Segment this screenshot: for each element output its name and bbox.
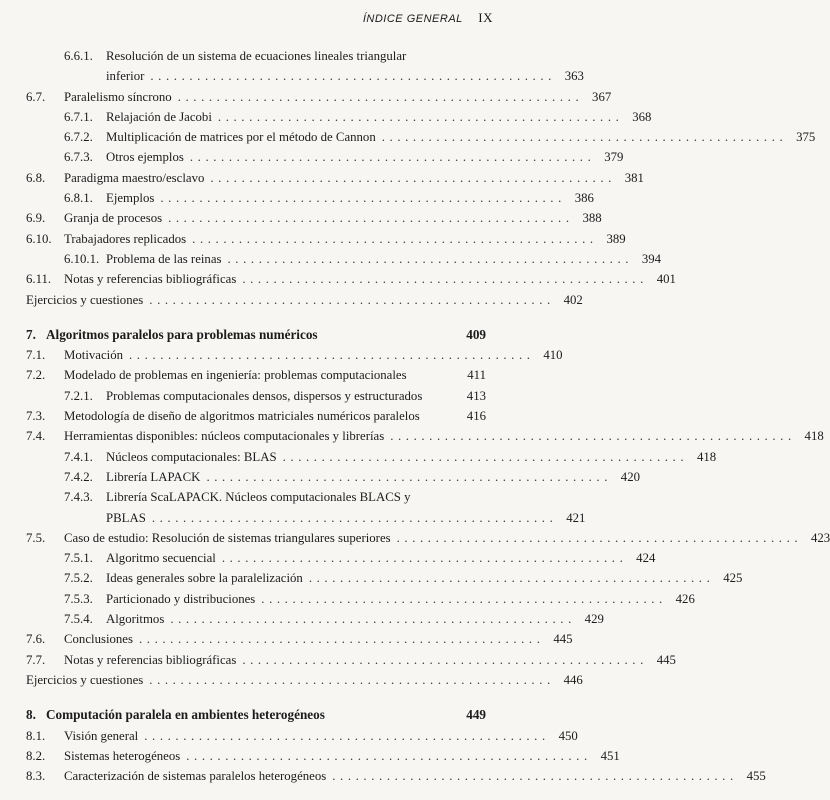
toc-number: 6.8.: [26, 170, 46, 185]
toc-text: Notas y referencias bibliográficas: [64, 272, 237, 287]
toc-text: Problemas computacionales densos, dispersos y estructurados: [106, 388, 423, 403]
dot-leader: ....................................................: [138, 632, 545, 647]
toc-text: PBLAS: [106, 510, 146, 525]
toc-page: 416: [466, 409, 486, 424]
toc-page: 418: [696, 449, 717, 464]
toc-entry[interactable]: [26, 147, 624, 167]
toc-text: Granja de procesos: [64, 211, 163, 226]
toc-entry[interactable]: [26, 345, 563, 365]
toc-entry[interactable]: [26, 229, 626, 249]
toc-number: 7.1.: [26, 348, 46, 363]
toc-text: Herramientas disponibles: núcleos computacionales y librerías: [64, 429, 385, 444]
toc-entry[interactable]: [26, 168, 644, 188]
toc-text: Multiplicación de matrices por el método de Cannon: [106, 130, 376, 145]
toc-entry[interactable]: [26, 746, 620, 766]
toc-page: 402: [563, 292, 583, 307]
toc-page: 424: [636, 551, 656, 566]
toc-page: 401: [656, 272, 676, 287]
toc-text-line: [106, 66, 584, 86]
toc-text: Conclusiones: [64, 632, 133, 647]
toc-number: 6.11.: [26, 272, 52, 287]
toc-text: Caracterización de sistemas paralelos heterogéneos: [64, 769, 327, 784]
toc-text-line: Librería ScaLAPACK. Núcleos computacionales BLACS y: [106, 490, 411, 505]
dot-leader: ....................................................: [381, 130, 788, 145]
toc-number: 7.5.: [26, 530, 46, 545]
dot-leader: ....................................................: [168, 211, 574, 226]
dot-leader: ....................................................: [189, 150, 596, 165]
toc-entry[interactable]: [26, 188, 594, 208]
toc-text: Ideas generales sobre la paralelización: [106, 571, 303, 586]
toc-number: 7.3.: [26, 409, 46, 424]
toc-entry[interactable]: [26, 629, 573, 649]
toc-entry[interactable]: [26, 365, 486, 385]
toc-entry[interactable]: [26, 269, 676, 289]
table-of-contents: [26, 46, 830, 786]
page-number: IX: [478, 10, 493, 25]
toc-page: 445: [553, 632, 573, 647]
toc-number: 6.7.3.: [64, 150, 93, 165]
toc-page: 389: [606, 231, 626, 246]
toc-page: 450: [558, 728, 578, 743]
toc-number: 6.10.: [26, 231, 52, 246]
toc-text: Ejercicios y cuestiones: [26, 292, 144, 307]
toc-page: 445: [656, 652, 676, 667]
toc-text: Visión general: [64, 728, 139, 743]
dot-leader: ....................................................: [217, 109, 624, 124]
toc-entry[interactable]: [26, 290, 583, 310]
toc-number: 6.9.: [26, 211, 46, 226]
toc-number: 7.5.2.: [64, 571, 93, 586]
toc-entry[interactable]: [26, 249, 662, 269]
toc-text: Librería LAPACK: [106, 469, 201, 484]
toc-number: 7.5.4.: [64, 612, 93, 627]
toc-page: 394: [641, 251, 662, 266]
dot-leader: ....................................................: [192, 231, 598, 246]
toc-entry[interactable]: [26, 107, 652, 127]
toc-text: Computación paralela en ambientes heterogéneos: [46, 707, 325, 723]
toc-entry[interactable]: [26, 386, 486, 406]
toc-text: Algoritmos: [106, 612, 165, 627]
toc-text: Particionado y distribuciones: [106, 591, 256, 606]
toc-number: 6.10.1.: [64, 251, 100, 266]
toc-number: 7.7.: [26, 652, 46, 667]
toc-page: 367: [592, 89, 612, 104]
toc-page: 449: [466, 707, 486, 723]
toc-entry[interactable]: [26, 568, 743, 588]
dot-leader: ....................................................: [242, 272, 648, 287]
dot-leader: ....................................................: [151, 510, 558, 525]
running-header: [363, 10, 493, 26]
section-gap: [26, 690, 486, 705]
dot-leader: ....................................................: [332, 769, 738, 784]
toc-text: inferior: [106, 69, 145, 84]
toc-page: 421: [566, 510, 586, 525]
toc-number: 7.4.1.: [64, 449, 93, 464]
toc-text: Metodología de diseño de algoritmos matriciales numéricos paralelos: [64, 409, 420, 424]
toc-text: Notas y referencias bibliográficas: [64, 652, 237, 667]
toc-page: 451: [600, 748, 620, 763]
toc-text-block: [106, 46, 584, 87]
toc-entry[interactable]: [26, 650, 676, 670]
toc-page: 410: [543, 348, 563, 363]
toc-entry[interactable]: [26, 467, 640, 487]
toc-text: Problema de las reinas: [106, 251, 222, 266]
toc-page: 429: [584, 612, 604, 627]
toc-page: 368: [632, 109, 652, 124]
toc-text: Paradigma maestro/esclavo: [64, 170, 205, 185]
toc-text: Paralelismo síncrono: [64, 89, 172, 104]
toc-page: 420: [620, 469, 640, 484]
toc-page: 426: [675, 591, 695, 606]
toc-page: 411: [467, 368, 486, 383]
toc-text: Modelado de problemas en ingeniería: problemas computacionales: [64, 368, 407, 383]
toc-number: 8.3.: [26, 769, 46, 784]
toc-entry[interactable]: [26, 609, 604, 629]
toc-number: 7.: [26, 326, 36, 342]
toc-text: Motivación: [64, 348, 123, 363]
toc-entry[interactable]: [26, 528, 830, 548]
dot-leader: ....................................................: [177, 89, 584, 104]
dot-leader: ....................................................: [210, 170, 616, 185]
toc-entry[interactable]: [26, 447, 717, 467]
toc-number: 7.2.1.: [64, 388, 93, 403]
toc-number: 7.4.2.: [64, 469, 93, 484]
toc-page: 425: [723, 571, 743, 586]
toc-entry[interactable]: [26, 426, 824, 446]
toc-text: Algoritmo secuencial: [106, 551, 216, 566]
toc-text-line: [106, 508, 585, 528]
toc-text: Trabajadores replicados: [64, 231, 187, 246]
toc-page: 413: [466, 388, 486, 403]
toc-text: Sistemas heterogéneos: [64, 748, 181, 763]
toc-number: 6.7.: [26, 89, 46, 104]
toc-page: 386: [574, 191, 594, 206]
toc-number: 6.7.1.: [64, 109, 93, 124]
dot-leader: ....................................................: [160, 191, 566, 206]
dot-leader: ....................................................: [170, 612, 576, 627]
toc-entry[interactable]: [26, 589, 695, 609]
toc-page: 388: [582, 211, 602, 226]
dot-leader: ....................................................: [149, 292, 555, 307]
toc-page: 423: [810, 530, 830, 545]
toc-text: Caso de estudio: Resolución de sistemas triangulares superiores: [64, 530, 391, 545]
running-title: ÍNDICE GENERAL: [362, 13, 463, 25]
toc-number: 7.5.1.: [64, 551, 93, 566]
dot-leader: ....................................................: [261, 591, 667, 606]
dot-leader: ....................................................: [186, 748, 592, 763]
dot-leader: ....................................................: [150, 69, 556, 84]
toc-entry[interactable]: [26, 670, 583, 690]
toc-number: 6.7.2.: [64, 130, 93, 145]
toc-number: 7.2.: [26, 368, 46, 383]
toc-entry[interactable]: [26, 87, 612, 107]
toc-text: Otros ejemplos: [106, 150, 184, 165]
toc-number: 7.5.3.: [64, 591, 93, 606]
toc-page: 363: [564, 69, 584, 84]
toc-page: 418: [804, 429, 824, 444]
toc-text-line: Resolución de un sistema de ecuaciones lineales triangular: [106, 49, 407, 63]
toc-page: 381: [624, 170, 644, 185]
toc-entry[interactable]: [26, 766, 766, 786]
dot-leader: ....................................................: [308, 571, 715, 586]
toc-entry[interactable]: [26, 208, 602, 228]
toc-number: 7.6.: [26, 632, 46, 647]
dot-leader: ....................................................: [221, 551, 628, 566]
toc-entry[interactable]: [26, 726, 578, 746]
toc-page: 446: [563, 672, 583, 687]
toc-page: 409: [466, 326, 486, 342]
section-gap: [26, 310, 486, 325]
toc-page: 455: [746, 769, 766, 784]
toc-text: Ejercicios y cuestiones: [26, 672, 144, 687]
dot-leader: ....................................................: [129, 348, 535, 363]
dot-leader: ....................................................: [282, 449, 689, 464]
dot-leader: ....................................................: [242, 652, 648, 667]
toc-text: Ejemplos: [106, 191, 155, 206]
toc-number: 7.4.: [26, 429, 46, 444]
dot-leader: ....................................................: [396, 530, 803, 545]
toc-number: 6.6.1.: [64, 49, 93, 63]
toc-chapter[interactable]: [26, 705, 486, 725]
toc-page: 375: [796, 130, 816, 145]
dot-leader: ....................................................: [206, 469, 612, 484]
toc-entry[interactable]: [26, 127, 816, 147]
toc-number: 7.4.3.: [64, 490, 93, 505]
toc-entry[interactable]: [26, 548, 656, 568]
toc-number: 8.1.: [26, 728, 46, 743]
toc-entry[interactable]: [26, 487, 586, 528]
toc-entry[interactable]: [26, 406, 486, 426]
toc-number: 8.2.: [26, 748, 46, 763]
toc-text: Algoritmos paralelos para problemas numéricos: [46, 326, 318, 342]
dot-leader: ....................................................: [144, 728, 550, 743]
dot-leader: ....................................................: [227, 251, 634, 266]
dot-leader: ....................................................: [390, 429, 796, 444]
dot-leader: ....................................................: [149, 672, 555, 687]
toc-page: 379: [604, 150, 624, 165]
toc-text: Relajación de Jacobi: [106, 109, 212, 124]
toc-chapter[interactable]: [26, 325, 486, 345]
toc-text: Núcleos computacionales: BLAS: [106, 449, 277, 464]
toc-number: 8.: [26, 707, 36, 723]
toc-entry[interactable]: [26, 46, 584, 87]
toc-text-block: [106, 487, 585, 528]
toc-number: 6.8.1.: [64, 191, 93, 206]
